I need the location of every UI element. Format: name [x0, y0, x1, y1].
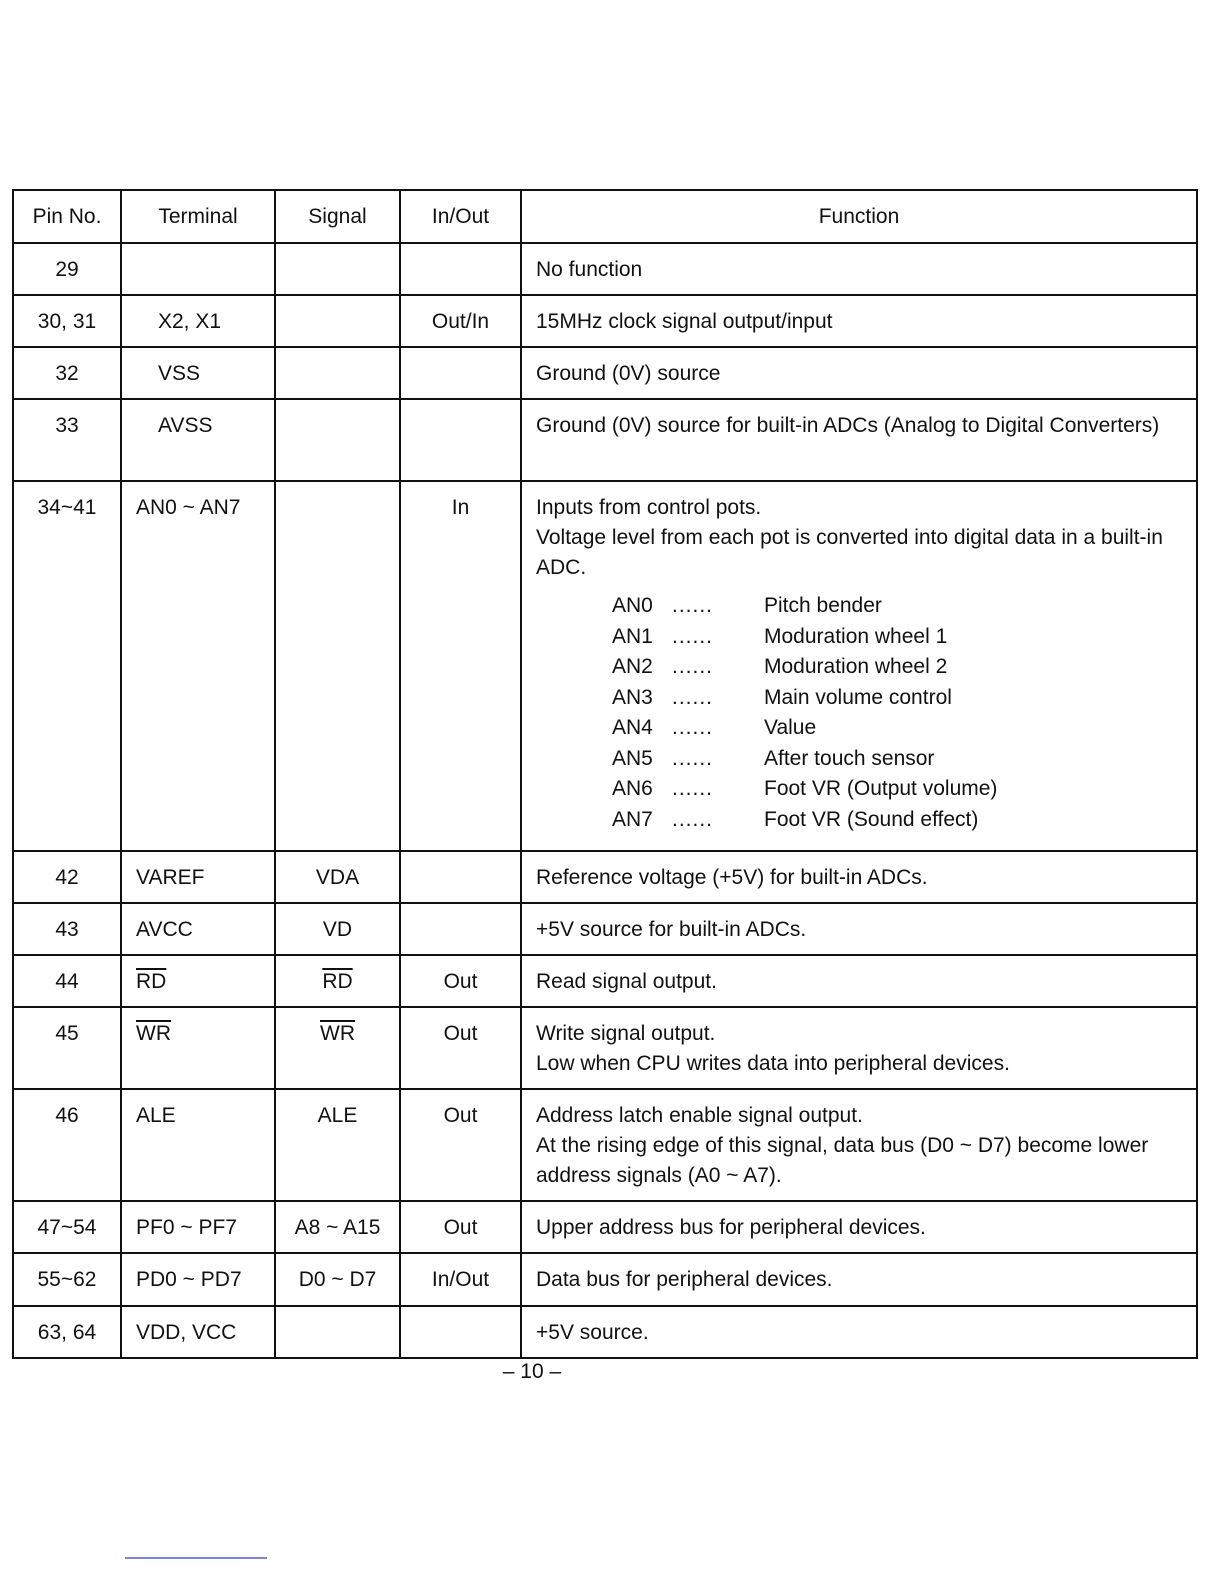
in-out-cell	[400, 903, 521, 955]
leader-dots: ......	[672, 655, 714, 678]
function-cell: No function	[521, 243, 1197, 295]
in-out-cell: In/Out	[400, 1253, 521, 1306]
function-line: Voltage level from each pot is converted into digital data in a built-in ADC.	[536, 526, 1163, 579]
pin-no-cell: 30, 31	[13, 295, 121, 347]
signal-cell	[275, 1306, 400, 1358]
in-out-cell: Out/In	[400, 295, 521, 347]
pin-no-cell: 55~62	[13, 1253, 121, 1306]
pin-no-cell: 63, 64	[13, 1306, 121, 1358]
header-function: Function	[521, 190, 1197, 243]
pin-no-cell: 45	[13, 1007, 121, 1089]
in-out-cell: Out	[400, 955, 521, 1007]
leader-dots: ......	[672, 746, 714, 770]
function-cell	[521, 1089, 1197, 1201]
signal-cell	[275, 955, 400, 1007]
function-cell: Upper address bus for peripheral devices.	[521, 1201, 1197, 1253]
leader-dots: ......	[672, 716, 714, 739]
header-signal: Signal	[275, 190, 400, 243]
function-cell: 15MHz clock signal output/input	[521, 295, 1197, 347]
signal-overline-text: $\overline{WR}$	[320, 1022, 355, 1045]
terminal-overline-text: $\overline{RD}$	[136, 970, 167, 993]
function-cell: +5V source.	[521, 1306, 1197, 1358]
function-cell: Reference voltage (+5V) for built-in ADCs.	[521, 851, 1197, 903]
analog-input-item	[612, 652, 1186, 683]
signal-cell	[275, 243, 400, 295]
in-out-cell: Out	[400, 1007, 521, 1089]
function-cell: +5V source for built-in ADCs.	[521, 903, 1197, 955]
terminal-cell: AVSS	[121, 399, 275, 481]
header-pin-no: Pin No.	[13, 190, 121, 243]
analog-input-desc: Pitch bender	[764, 594, 882, 617]
leader-dots: ......	[672, 807, 714, 831]
analog-input-name: AN0	[612, 594, 653, 617]
analog-input-name: AN2	[612, 655, 653, 678]
signal-cell	[275, 399, 400, 481]
in-out-cell	[400, 243, 521, 295]
function-line: Address latch enable signal output.	[536, 1104, 863, 1127]
pin-no-cell: 42	[13, 851, 121, 903]
function-line: At the rising edge of this signal, data bus (D0 ~ D7) become lower address signals (A0 ~ A7).	[536, 1134, 1149, 1187]
analog-input-name: AN7	[612, 807, 653, 831]
function-cell: Read signal output.	[521, 955, 1197, 1007]
terminal-cell: AN0 ~ AN7	[121, 481, 275, 851]
function-cell	[521, 1007, 1197, 1089]
header-terminal: Terminal	[121, 190, 275, 243]
table-row	[13, 1201, 1197, 1253]
in-out-cell	[400, 347, 521, 399]
analog-input-item	[612, 805, 1186, 836]
pin-no-cell: 29	[13, 243, 121, 295]
pin-no-cell: 46	[13, 1089, 121, 1201]
signal-cell	[275, 347, 400, 399]
table-row	[13, 1306, 1197, 1358]
table-row	[13, 955, 1197, 1007]
table-row	[13, 851, 1197, 903]
signal-cell: D0 ~ D7	[275, 1253, 400, 1306]
table-header-row	[13, 190, 1197, 243]
analog-input-name: AN4	[612, 716, 653, 739]
in-out-cell: Out	[400, 1201, 521, 1253]
analog-input-desc: Foot VR (Sound effect)	[764, 807, 979, 831]
terminal-cell: X2, X1	[121, 295, 275, 347]
leader-dots: ......	[672, 594, 714, 617]
pin-no-cell: 32	[13, 347, 121, 399]
in-out-cell: In	[400, 481, 521, 851]
function-line: Write signal output.	[536, 1022, 716, 1045]
table-row	[13, 903, 1197, 955]
in-out-cell	[400, 399, 521, 481]
terminal-cell: ALE	[121, 1089, 275, 1201]
terminal-cell: PF0 ~ PF7	[121, 1201, 275, 1253]
in-out-cell	[400, 1306, 521, 1358]
signal-overline-text: $\overline{RD}$	[322, 970, 353, 993]
in-out-cell	[400, 851, 521, 903]
analog-input-desc: Value	[764, 716, 817, 739]
signal-cell: A8 ~ A15	[275, 1201, 400, 1253]
table-row	[13, 347, 1197, 399]
table-row	[13, 295, 1197, 347]
signal-cell	[275, 1007, 400, 1089]
analog-input-desc: Foot VR (Output volume)	[764, 777, 998, 800]
terminal-cell: VSS	[121, 347, 275, 399]
terminal-cell: VDD, VCC	[121, 1306, 275, 1358]
table-row	[13, 1253, 1197, 1306]
leader-dots: ......	[672, 624, 714, 648]
function-cell: Ground (0V) source	[521, 347, 1197, 399]
analog-input-name: AN6	[612, 777, 653, 800]
terminal-overline-text: $\overline{WR}$	[136, 1022, 171, 1045]
analog-input-name: AN5	[612, 746, 653, 770]
analog-input-item	[612, 683, 1186, 714]
analog-input-desc: Main volume control	[764, 685, 952, 709]
analog-input-item	[612, 774, 1186, 805]
pin-no-cell: 44	[13, 955, 121, 1007]
terminal-cell	[121, 243, 275, 295]
table-row	[13, 1089, 1197, 1201]
pin-function-table	[12, 189, 1198, 1359]
terminal-cell: PD0 ~ PD7	[121, 1253, 275, 1306]
signal-cell	[275, 295, 400, 347]
signal-cell: ALE	[275, 1089, 400, 1201]
analog-input-item	[612, 713, 1186, 744]
function-cell: Data bus for peripheral devices.	[521, 1253, 1197, 1306]
table-row	[13, 243, 1197, 295]
pin-no-cell: 43	[13, 903, 121, 955]
scan-underline-mark	[125, 1557, 267, 1559]
function-cell	[521, 481, 1197, 851]
table-row	[13, 399, 1197, 481]
header-in-out: In/Out	[400, 190, 521, 243]
leader-dots: ......	[672, 777, 714, 800]
analog-input-list	[612, 591, 1186, 835]
table-row	[13, 481, 1197, 851]
function-cell: Ground (0V) source for built-in ADCs (Analog to Digital Converters)	[521, 399, 1197, 481]
function-line: Low when CPU writes data into peripheral devices.	[536, 1052, 1010, 1075]
pin-no-cell: 33	[13, 399, 121, 481]
signal-cell	[275, 481, 400, 851]
signal-cell: VD	[275, 903, 400, 955]
analog-input-desc: Moduration wheel 2	[764, 655, 948, 678]
analog-input-desc: Moduration wheel 1	[764, 624, 948, 648]
terminal-cell	[121, 1007, 275, 1089]
signal-cell: VDA	[275, 851, 400, 903]
terminal-cell	[121, 955, 275, 1007]
pin-no-cell: 47~54	[13, 1201, 121, 1253]
terminal-cell: VAREF	[121, 851, 275, 903]
analog-input-name: AN1	[612, 624, 653, 648]
pin-no-cell: 34~41	[13, 481, 121, 851]
function-line: Inputs from control pots.	[536, 496, 762, 519]
analog-input-item	[612, 591, 1186, 622]
analog-input-desc: After touch sensor	[764, 746, 935, 770]
leader-dots: ......	[672, 685, 714, 709]
analog-input-item	[612, 744, 1186, 775]
table-row	[13, 1007, 1197, 1089]
analog-input-name: AN3	[612, 685, 653, 709]
analog-input-item	[612, 622, 1186, 653]
in-out-cell: Out	[400, 1089, 521, 1201]
page-number: – 10 –	[502, 1360, 562, 1383]
terminal-cell: AVCC	[121, 903, 275, 955]
